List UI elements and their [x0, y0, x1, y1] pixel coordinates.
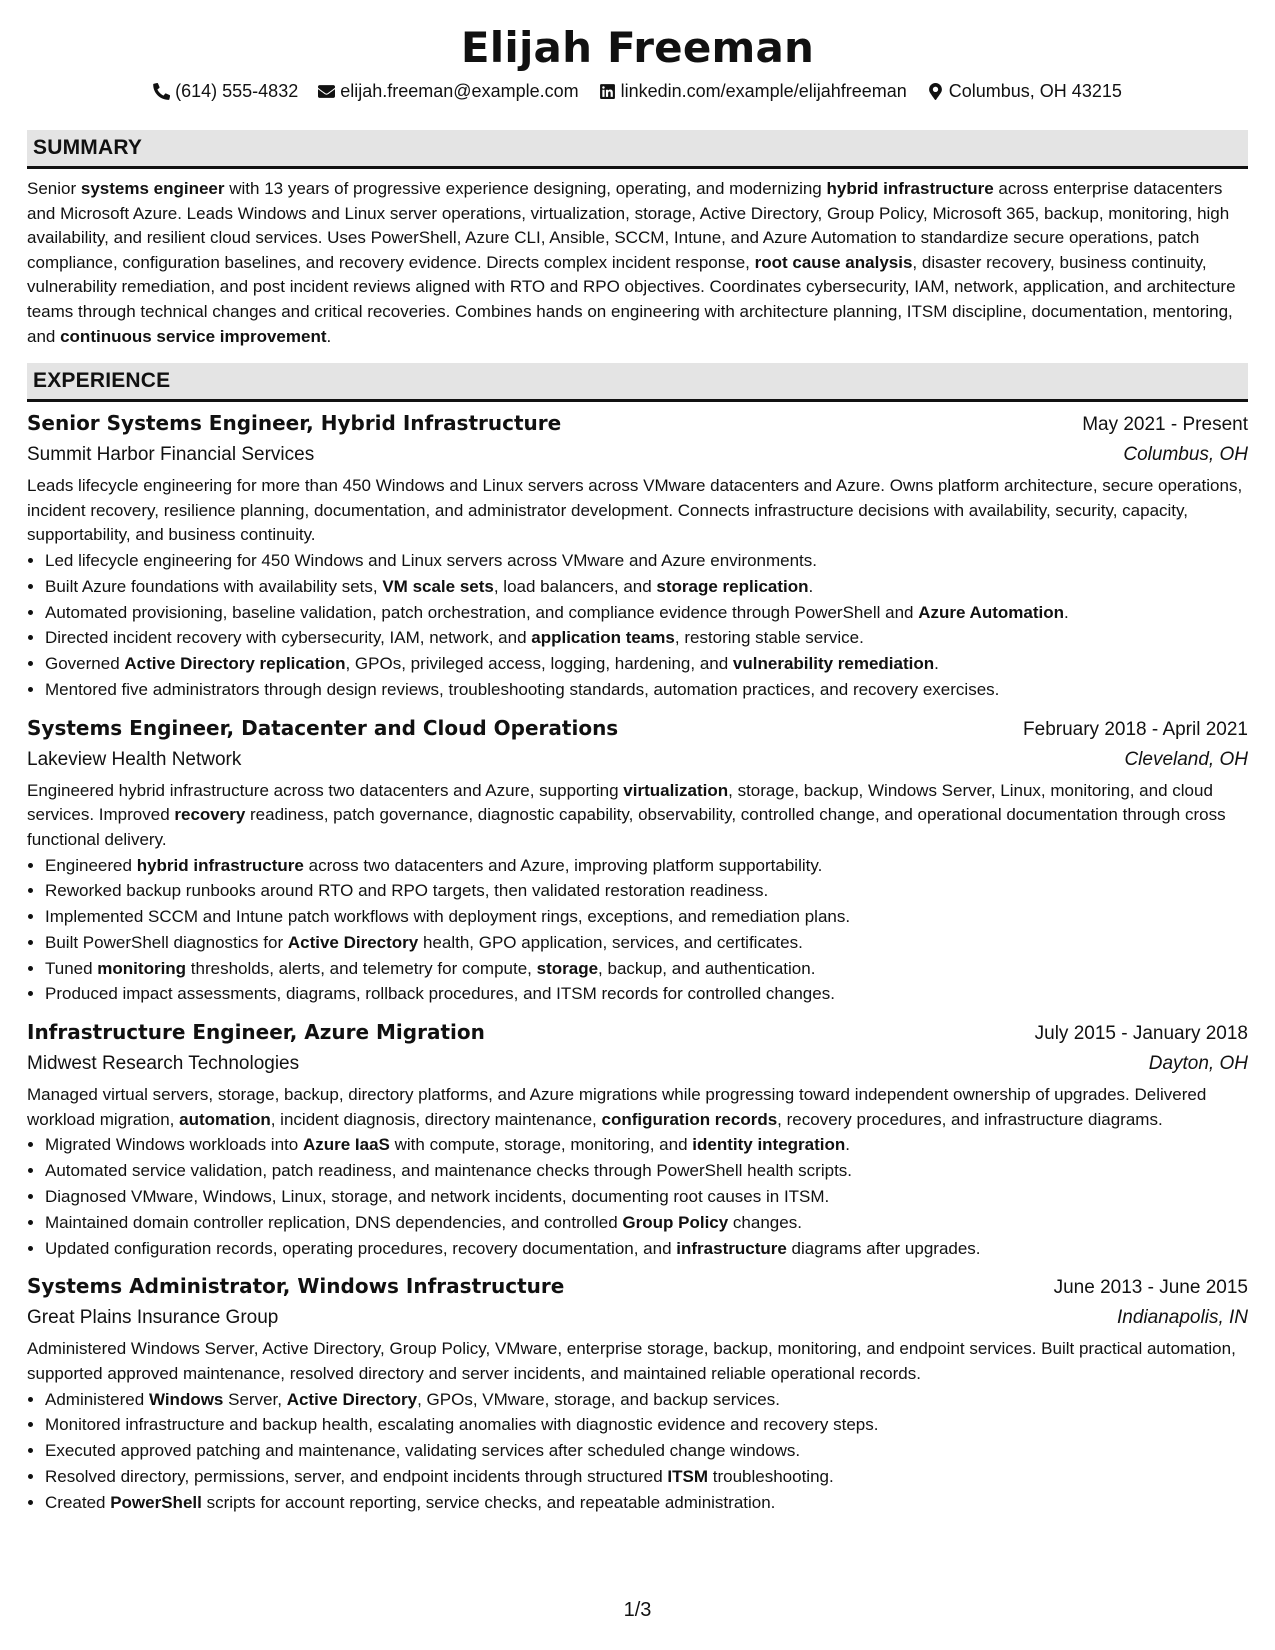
location-text: Columbus, OH 43215	[948, 81, 1122, 101]
emphasis-text: Azure Automation	[918, 602, 1064, 622]
emphasis-text: VM scale sets	[382, 576, 494, 596]
emphasis-text: Active Directory replication	[124, 654, 346, 674]
emphasis-text: systems engineer	[80, 179, 225, 198]
contact-bar	[27, 78, 1248, 104]
emphasis-text: root cause analysis	[754, 252, 913, 272]
emphasis-text: virtualization	[623, 780, 729, 800]
job-dates: July 2015 - January 2018	[1034, 1023, 1248, 1045]
job-description: Engineered hybrid infrastructure across two datacenters and Azure, supporting virtualization, storage, backup, Windows Server, Linux, monitoring, and cloud services. Improved recovery readiness, patch governance, diagnostic capability, observability, controlled change, and operational documentation through cross functional delivery.	[27, 780, 1226, 849]
job-dates: February 2018 - April 2021	[1023, 718, 1248, 740]
linkedin-icon	[599, 83, 616, 100]
emphasis-text: Active Directory	[287, 932, 419, 952]
job-description: Administered Windows Server, Active Directory, Group Policy, VMware, enterprise storage, backup, monitoring, and endpoint services. Built practical automation, supported approved maintenance, resolved directory and server incidents, and maintained reliable operational records.	[27, 1339, 1236, 1384]
job-company: Summit Harbor Financial Services	[27, 444, 315, 466]
bullet-item: • Maintained domain controller replication, DNS dependencies, and controlled Group Policy changes.	[45, 1210, 1248, 1236]
job-title: Systems Administrator, Windows Infrastructure	[27, 1274, 565, 1299]
emphasis-text: vulnerability remediation	[732, 654, 935, 674]
map-pin-icon	[927, 83, 944, 100]
bullet-item: • Administered Windows Server, Active Directory, GPOs, VMware, storage, and backup services.	[45, 1387, 1248, 1413]
contact-location	[927, 78, 1122, 104]
job-location: Columbus, OH	[1123, 444, 1248, 466]
emphasis-text: identity integration	[692, 1135, 846, 1155]
bullet-item: • Updated configuration records, operating procedures, recovery documentation, and infrastructure diagrams after upgrades.	[45, 1236, 1248, 1262]
job-dates: June 2013 - June 2015	[1053, 1277, 1248, 1299]
emphasis-text: monitoring	[97, 958, 187, 978]
emphasis-text: hybrid infrastructure	[826, 179, 994, 198]
job-entry	[27, 1017, 1248, 1261]
page-number: 1/3	[623, 1599, 652, 1621]
job-location: Indianapolis, IN	[1117, 1307, 1248, 1329]
job-company: Midwest Research Technologies	[27, 1053, 300, 1075]
emphasis-text: storage replication	[656, 576, 809, 596]
bullet-item: • Automated provisioning, baseline validation, patch orchestration, and compliance evidence through PowerShell and Azure Automation.	[45, 600, 1248, 626]
job-entry	[27, 713, 1248, 1008]
emphasis-text: continuous service improvement	[60, 326, 327, 346]
bullet-item: • Led lifecycle engineering for 450 Windows and Linux servers across VMware and Azure environments.	[45, 548, 1248, 574]
experience-list	[27, 408, 1248, 1515]
bullet-item: • Mentored five administrators through design reviews, troubleshooting standards, automation practices, and recovery exercises.	[45, 677, 1248, 703]
bullet-item: • Tuned monitoring thresholds, alerts, and telemetry for compute, storage, backup, and authentication.	[45, 956, 1248, 982]
bullet-item: • Built Azure foundations with availability sets, VM scale sets, load balancers, and storage replication.	[45, 574, 1248, 600]
job-bullets	[27, 853, 1248, 1008]
phone-icon	[153, 83, 170, 100]
bullet-item: • Migrated Windows workloads into Azure IaaS with compute, storage, monitoring, and identity integration.	[45, 1132, 1248, 1158]
emphasis-text: PowerShell	[110, 1492, 202, 1512]
bullet-item: • Engineered hybrid infrastructure across two datacenters and Azure, improving platform supportability.	[45, 853, 1248, 879]
job-entry	[27, 408, 1248, 703]
bullet-item: • Diagnosed VMware, Windows, Linux, storage, and network incidents, documenting root causes in ITSM.	[45, 1184, 1248, 1210]
envelope-icon	[318, 83, 335, 100]
job-company: Great Plains Insurance Group	[27, 1307, 279, 1329]
experience-heading: EXPERIENCE	[27, 363, 1248, 402]
emphasis-text: application teams	[531, 628, 675, 648]
emphasis-text: Active Directory	[286, 1389, 418, 1409]
job-bullets	[27, 548, 1248, 703]
job-dates: May 2021 - Present	[1082, 414, 1248, 436]
emphasis-text: Azure IaaS	[302, 1135, 390, 1155]
emphasis-text: ITSM	[667, 1467, 709, 1487]
summary-heading: SUMMARY	[27, 130, 1248, 169]
emphasis-text: recovery	[174, 805, 246, 825]
emphasis-text: automation	[179, 1109, 271, 1129]
bullet-item: • Executed approved patching and maintenance, validating services after scheduled change windows.	[45, 1438, 1248, 1464]
bullet-item: • Resolved directory, permissions, server, and endpoint incidents through structured ITSM troubleshooting.	[45, 1464, 1248, 1490]
linkedin-url[interactable]: linkedin.com/example/elijahfreeman	[620, 81, 907, 101]
emphasis-text: configuration records	[601, 1109, 778, 1129]
job-entry	[27, 1271, 1248, 1515]
emphasis-text: Windows	[148, 1389, 224, 1409]
job-description: Leads lifecycle engineering for more than 450 Windows and Linux servers across VMware datacenters and Azure. Owns platform architecture, secure operations, incident recovery, resilience planning, documentation, and administrator development. Connects infrastructure decisions with availability, security, capacity, supportability, and business continuity.	[27, 476, 1243, 545]
emphasis-text: hybrid infrastructure	[136, 855, 304, 875]
email-address[interactable]: elijah.freeman@example.com	[340, 81, 579, 101]
bullet-item: • Reworked backup runbooks around RTO and RPO targets, then validated restoration readiness.	[45, 878, 1248, 904]
candidate-name: Elijah Freeman	[460, 23, 815, 72]
bullet-item: • Implemented SCCM and Intune patch workflows with deployment rings, exceptions, and remediation plans.	[45, 904, 1248, 930]
contact-email[interactable]	[318, 78, 578, 104]
job-company: Lakeview Health Network	[27, 748, 242, 770]
job-location: Dayton, OH	[1148, 1053, 1248, 1075]
resume-content	[27, 20, 1248, 1516]
job-bullets	[27, 1387, 1248, 1516]
emphasis-text: storage	[536, 958, 599, 978]
phone-number: (614) 555-4832	[175, 81, 299, 101]
bullet-item: • Created PowerShell scripts for account reporting, service checks, and repeatable administration.	[45, 1490, 1248, 1516]
bullet-item: • Built PowerShell diagnostics for Active Directory health, GPO application, services, and certificates.	[45, 930, 1248, 956]
job-bullets	[27, 1132, 1248, 1261]
bullet-item: • Directed incident recovery with cybersecurity, IAM, network, and application teams, restoring stable service.	[45, 625, 1248, 651]
job-location: Cleveland, OH	[1124, 748, 1248, 770]
emphasis-text: Group Policy	[622, 1212, 729, 1232]
contact-phone	[153, 78, 298, 104]
job-description: Managed virtual servers, storage, backup, directory platforms, and Azure migrations while progressing toward independent ownership of upgrades. Delivered workload migration, automation, incident diagnosis, directory maintenance, configuration records, recovery procedures, and infrastructure diagrams.	[27, 1085, 1207, 1129]
emphasis-text: infrastructure	[676, 1238, 787, 1258]
bullet-item: • Produced impact assessments, diagrams, rollback procedures, and ITSM records for controlled changes.	[45, 981, 1248, 1007]
job-title: Systems Engineer, Datacenter and Cloud Operations	[27, 715, 619, 740]
contact-linkedin[interactable]	[599, 78, 907, 104]
job-title: Senior Systems Engineer, Hybrid Infrastructure	[27, 411, 562, 436]
bullet-item: • Monitored infrastructure and backup health, escalating anomalies with diagnostic evidence and recovery steps.	[45, 1412, 1248, 1438]
bullet-item: • Governed Active Directory replication, GPOs, privileged access, logging, hardening, and vulnerability remediation.	[45, 651, 1248, 677]
bullet-item: • Automated service validation, patch readiness, and maintenance checks through PowerShell health scripts.	[45, 1158, 1248, 1184]
summary-text: Senior systems engineer with 13 years of progressive experience designing, operating, and modernizing hybrid infrastructure across enterprise datacenters and Microsoft Azure. Leads Windows and Linux server operations, virtualization, storage, Active Directory, Group Policy, Microsoft 365, backup, monitoring, high availability, and resilient cloud services. Uses PowerShell, Azure CLI, Ansible, SCCM, Intune, and Azure Automation to standardize secure operations, patch compliance, configuration baselines, and recovery evidence. Directs complex incident response, root cause analysis, disaster recovery, business continuity, vulnerability remediation, and post incident reviews aligned with RTO and RPO objectives. Coordinates cybersecurity, IAM, network, application, and architecture teams through technical changes and critical recoveries. Combines hands on engineering with architecture planning, ITSM discipline, documentation, mentoring, and continuous service improvement.	[27, 179, 1236, 346]
job-title: Infrastructure Engineer, Azure Migration	[27, 1020, 485, 1045]
